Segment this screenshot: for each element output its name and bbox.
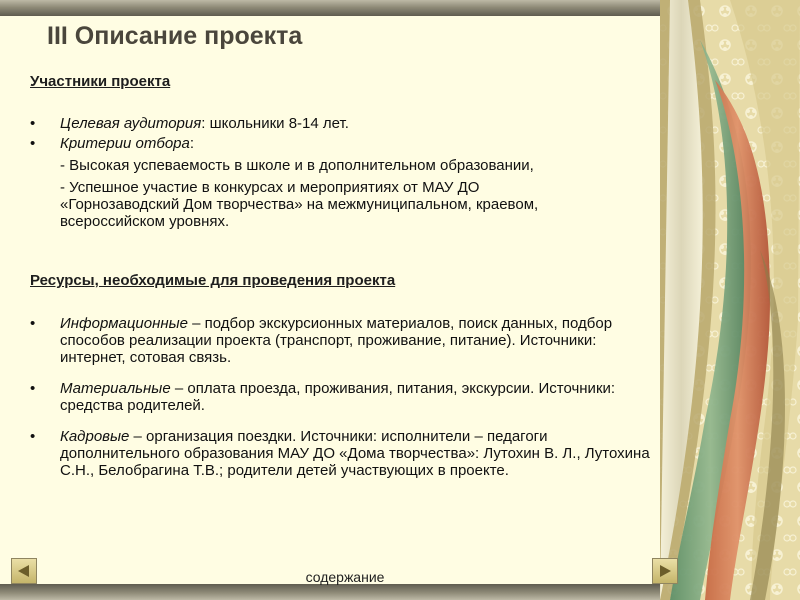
resources-heading: Ресурсы, необходимые для проведения проекта [30,272,396,289]
audience-label: Целевая аудитория [60,115,202,132]
participants-heading: Участники проекта [30,73,171,90]
criterion-2-line2: «Горнозаводский Дом творчества» на межмуниципальном, краевом, [60,196,539,213]
criterion-2-line1: - Успешное участие в конкурсах и мероприятиях от МАУ ДО [60,179,480,196]
resource-text: – организация поездки. Источники: исполнители – педагоги дополнительного образования МАУ ДО «Дома творчества»: Лутохин В. Л., Лутохина С.Н., Белобрагина Т.В.; родители детей участвующих в проекте. [60,428,650,479]
bullet-icon: • [30,315,36,332]
criterion-1: - Высокая успеваемость в школе и в дополнительном образовании, [60,157,534,174]
top-gradient-band [0,0,690,16]
bullet-icon: • [30,135,36,152]
bullet-icon: • [30,428,36,445]
bottom-gradient-band [0,584,690,600]
resource-label: Кадровые [60,428,130,445]
resources-list [30,315,655,479]
criteria-text: : [189,135,195,152]
resource-label: Материальные [60,380,171,397]
decorative-side-pattern [660,0,800,600]
list-item [30,380,655,414]
slide-title: III Описание проекта [47,22,303,50]
criterion-item [30,155,655,174]
list-item [30,115,655,132]
resource-text: – подбор экскурсионных материалов, поиск данных, подбор способов реализации проекта (транспорт, проживание, питание). Источники: интернет, сотовая связь. [60,315,613,366]
contents-link[interactable]: содержание [305,569,385,585]
criterion-2-line3: всероссийском уровнях. [60,213,230,230]
audience-text: : школьники 8-14 лет. [201,115,349,132]
criteria-label: Критерии отбора [60,135,190,152]
bullet-icon: • [30,380,36,397]
list-item [30,315,655,366]
list-item [30,428,655,479]
bullet-icon: • [30,115,36,132]
resource-label: Информационные [60,315,188,332]
list-item [30,135,655,152]
resource-text: – оплата проезда, проживания, питания, экскурсии. Источники: средства родителей. [60,380,616,414]
participants-list [30,115,655,230]
criterion-item [30,177,655,230]
